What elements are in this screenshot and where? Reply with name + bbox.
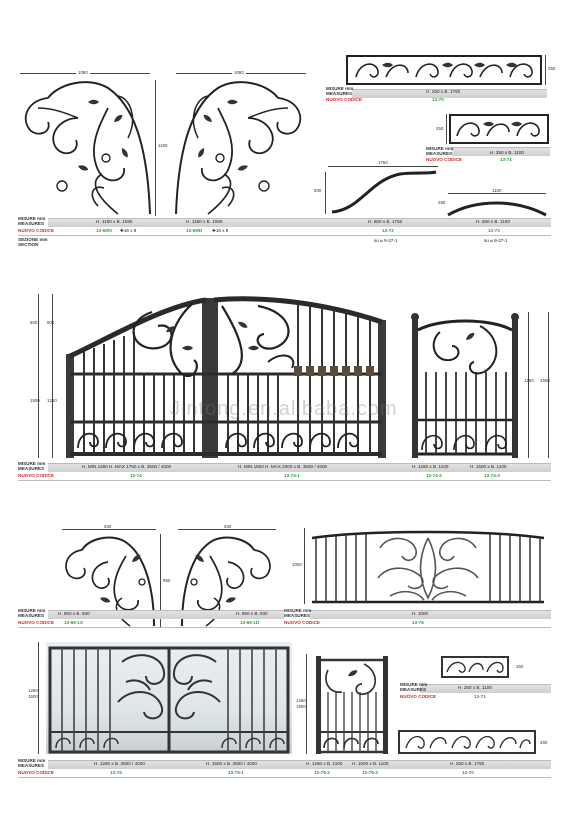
code-13-72: 13-72 [382,228,394,233]
dim-c: 1500 [30,398,40,403]
dim-13-71-height: 250 [436,126,444,131]
code-13-69-1d: 13-69-1D [240,620,260,625]
section-13-69-d: ✚16 x 8 [212,228,229,233]
measure-13-76: H. 1000 [412,611,429,616]
label-nuovo-codice: NUOVO CODICE [400,694,436,699]
dim-4c: 1260 [296,698,306,703]
dim-950: 950 [163,578,171,583]
measure-13-74-3: H. 1500 x B. 1100 [470,464,507,469]
dim-height-1: 1180 [158,143,168,148]
label-section: SECTION [18,242,39,247]
measure-13-74-1: H. MIN.1500 H. MAX 2000 x B. 3500 / 4000 [238,464,328,469]
dim-4f: 250 [540,740,548,745]
measure-13-75: H. 1260 x B. 3500 / 4000 [94,761,145,766]
label-misure: MISURE mm [400,682,428,687]
dim-13-73-width: 1100 [492,188,502,193]
dim-1000: 1000 [292,562,302,567]
ornament-13-72 [330,170,438,216]
label-misure: MISURE mm [18,758,46,763]
label-nuovo-codice: NUOVO CODICE [18,770,54,775]
measure-13-74-2: H. 1260 x B. 1100 [412,464,449,469]
code-13-75-2: 13-75-2 [314,770,330,775]
dim-b: 500 [47,320,55,325]
gate-13-74-2 [410,312,520,460]
measure-13-71: H. 250 x B. 1100 [490,150,524,155]
dim-930-2: 930 [224,524,232,529]
label-measures: MEASURES [18,466,45,471]
label-misure: MISURE mm [326,86,354,91]
label-measures: MEASURES [426,151,453,156]
label-nuovo-codice: NUOVO CODICE [326,97,362,102]
label-nuovo-codice: NUOVO CODICE [18,620,54,625]
dim-4d: 1500 [296,704,306,709]
label-misure: MISURE mm [18,461,46,466]
ornament-13-70-b [398,730,536,754]
code-13-71: 13-71 [500,157,512,162]
dim-930-1: 930 [104,524,112,529]
label-misure: MISURE mm [18,608,46,613]
measure-13-74: H. MIN.1260 H. MAX 1760 x B. 3500 / 4000 [82,464,172,469]
section-13-72: su ⌀ 9-27-1 [374,238,398,243]
dim-a: 500 [30,320,38,325]
label-measures: MEASURES [18,763,45,768]
ornament-13-69-d [172,78,308,216]
label-misure: MISURE mm [426,146,454,151]
code-13-74-1: 13-74-1 [284,473,300,478]
code-13-71-b: 13-71 [474,694,486,699]
code-13-75: 13-75 [110,770,122,775]
dim-4e: 250 [516,664,524,669]
label-nuovo-codice: NUOVO CODICE [284,620,320,625]
measure-13-72: H. 500 x B. 1750 [368,219,403,224]
railing-13-76 [308,528,548,606]
label-measures: MEASURES [18,613,45,618]
dim-13-70-height: 250 [548,66,556,71]
gate-13-75-2 [314,652,390,756]
measure-13-70: H. 250 x B. 1750 [426,89,461,94]
measure-13-73: H. 260 x B. 1100 [476,219,510,224]
dim-d: 1260 [47,398,57,403]
dim-e: 1260 [524,378,534,383]
label-measures: MEASURES [18,221,45,226]
gate-13-75 [46,642,292,754]
ornament-13-71 [449,114,549,144]
measure-13-71-b: H. 250 x B. 1100 [458,685,492,690]
ornament-13-69-s [18,78,154,216]
dim-4b: 1500 [28,694,38,699]
code-13-69-d: 13-69/D [186,228,203,233]
dim-13-72-height: 500 [314,188,322,193]
ornament-13-70 [346,55,542,85]
dim-width-2: 1080 [234,70,244,75]
label-measures: MEASURES [284,613,311,618]
code-13-70: 13-70 [432,97,444,102]
measure-13-75-3: H. 1500 x B. 1100 [352,761,389,766]
code-13-69-1s: 13-69-1S [64,620,83,625]
measure-13-69-1d: H. 950 x B. 930 [236,611,268,616]
dim-f: 1500 [540,378,550,383]
code-13-73: 13-73 [488,228,500,233]
measure-13-70-b: H. 250 x B. 1750 [450,761,485,766]
code-13-70-b: 13-70 [462,770,474,775]
section-13-69-s: ✚16 x 8 [120,228,137,233]
label-sezione: SEZIONE mm [18,237,48,242]
code-13-74-2: 13-74-2 [426,473,442,478]
code-13-69-s: 13-69/S [96,228,113,233]
measure-13-69-1s: H. 950 x B. 930 [58,611,90,616]
measure-13-69-d: H. 1180 x B. 1080 [186,219,223,224]
label-measures: MEASURES [326,91,353,96]
code-13-74-3: 13-74-3 [484,473,500,478]
dim-width-1: 1080 [78,70,88,75]
code-13-74: 13-74 [130,473,142,478]
dim-13-73-height: 260 [438,200,446,205]
label-misure: MISURE mm [18,216,46,221]
measure-13-75-1: H. 1500 x B. 3500 / 4000 [206,761,257,766]
measure-13-75-2: H. 1260 x B. 1100 [306,761,343,766]
code-13-75-3: 13-75-3 [362,770,378,775]
dim-13-72-width: 1750 [378,160,388,165]
measure-13-69-s: H. 1180 x B. 1080 [96,219,133,224]
label-measures: MEASURES [400,687,427,692]
gate-13-74 [62,292,388,460]
ornament-13-71-b [441,656,509,678]
code-13-76: 13-76 [412,620,424,625]
section-13-73: su ⌀ 9-27-1 [484,238,508,243]
code-13-75-1: 13-75-1 [228,770,244,775]
ornament-13-73 [446,197,548,217]
label-nuovo-codice: NUOVO CODICE [18,473,54,478]
label-misure: MISURE mm [284,608,312,613]
label-nuovo-codice: NUOVO CODICE [426,157,462,162]
label-nuovo-codice: NUOVO CODICE [18,228,54,233]
watermark: Jintong.en.alibaba.com [170,398,398,420]
dim-4a: 1260 [28,688,38,693]
